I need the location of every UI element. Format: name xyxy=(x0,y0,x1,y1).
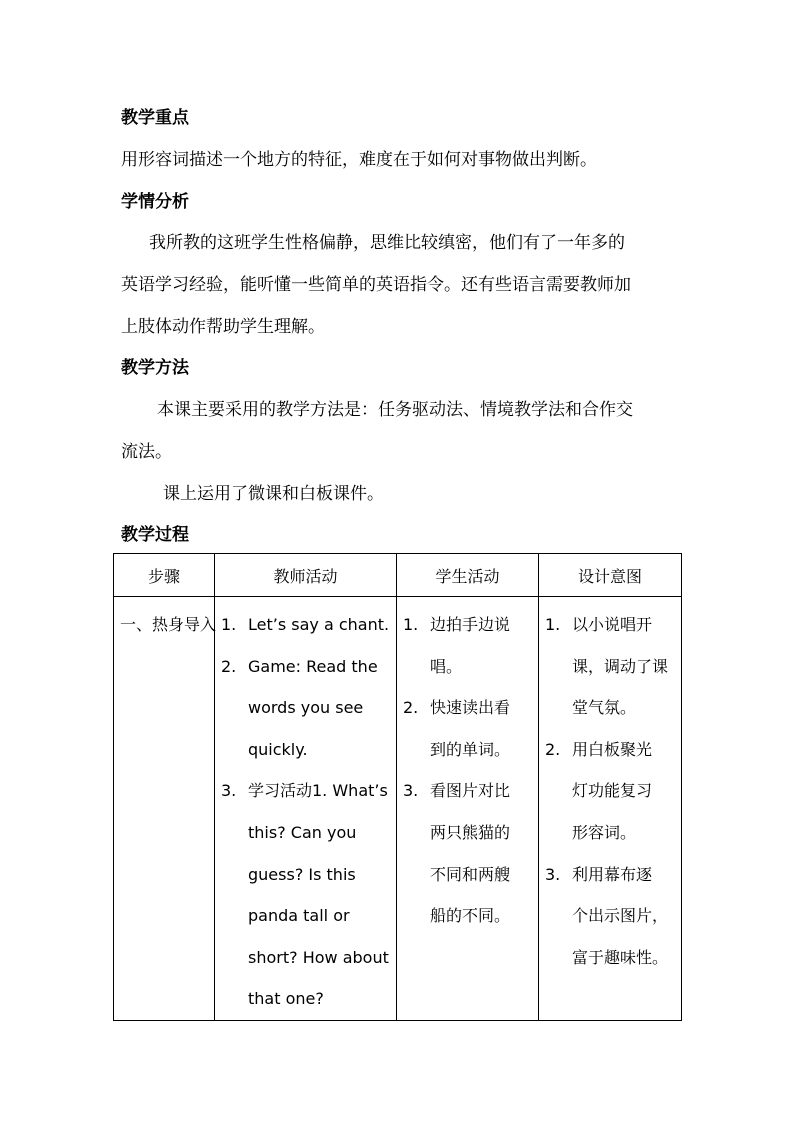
list-number: 2. xyxy=(221,656,237,676)
list-item xyxy=(215,646,396,771)
list-line: 到的单词。 xyxy=(430,739,511,759)
list-number: 1. xyxy=(545,615,561,634)
list-number: 1. xyxy=(403,615,419,634)
header-student-activity: 学生活动 xyxy=(397,554,539,597)
list-line: 不同和两艘 xyxy=(430,864,511,884)
table-header-row xyxy=(114,554,682,597)
list-number: 3. xyxy=(545,864,561,884)
list-item xyxy=(539,729,681,854)
header-step: 步骤 xyxy=(114,554,215,597)
list-number: 2. xyxy=(545,739,561,759)
list-item xyxy=(397,604,538,687)
list-line: 船的不同。 xyxy=(430,906,511,926)
list-line: 堂气氛。 xyxy=(572,698,637,718)
list-line: that one? xyxy=(248,989,324,1009)
header-teacher-activity: 教师活动 xyxy=(215,554,397,597)
list-item xyxy=(397,687,538,770)
methods-line-2: 流法。 xyxy=(121,442,172,462)
methods-line-1: 本课主要采用的教学方法是：任务驱动法、情境教学法和合作交 xyxy=(157,400,633,420)
learner-analysis-line-1: 我所教的这班学生性格偏静，思维比较缜密，他们有了一年多的 xyxy=(149,233,625,253)
list-item xyxy=(215,770,396,1020)
list-number: 3. xyxy=(403,781,419,801)
list-item xyxy=(215,604,396,646)
learner-analysis-line-2: 英语学习经验，能听懂一些简单的英语指令。还有些语言需要教师加 xyxy=(121,275,631,295)
list-line: 唱。 xyxy=(430,656,463,676)
teacher-activity-list xyxy=(215,604,396,1020)
list-line: words you see xyxy=(248,698,364,718)
list-line: short? How about xyxy=(248,947,389,967)
heading-process: 教学过程 xyxy=(121,525,189,545)
list-line: quickly. xyxy=(248,739,308,759)
list-line: this? Can you xyxy=(248,822,357,842)
list-line: 课，调动了课 xyxy=(572,656,669,676)
list-line: 形容词。 xyxy=(572,822,637,842)
list-line: 看图片对比 xyxy=(430,781,511,801)
list-line: guess? Is this xyxy=(248,864,356,884)
list-item xyxy=(397,770,538,936)
cell-teacher-activity xyxy=(215,597,397,1021)
cell-design-intent xyxy=(539,597,682,1021)
list-number: 3. xyxy=(221,781,237,801)
key-points-text: 用形容词描述一个地方的特征，难度在于如何对事物做出判断。 xyxy=(121,150,597,170)
list-number: 2. xyxy=(403,698,419,718)
list-line: 两只熊猫的 xyxy=(430,822,511,842)
list-line: 利用幕布逐 xyxy=(572,864,653,884)
cell-step xyxy=(114,597,215,1021)
list-line: 学习活动1. What’s xyxy=(248,781,388,801)
list-item xyxy=(539,604,681,729)
list-item xyxy=(539,854,681,979)
student-activity-list xyxy=(397,604,538,937)
list-line: 以小说唱开 xyxy=(572,615,653,634)
list-line: Let’s say a chant. xyxy=(248,615,390,634)
list-line: 边拍手边说 xyxy=(430,615,511,634)
heading-key-points: 教学重点 xyxy=(121,108,189,128)
heading-methods: 教学方法 xyxy=(121,358,189,378)
teaching-process-table xyxy=(113,553,682,1021)
heading-learner-analysis: 学情分析 xyxy=(121,192,189,212)
learner-analysis-line-3: 上肢体动作帮助学生理解。 xyxy=(121,317,325,337)
list-line: panda tall or xyxy=(248,906,350,926)
list-line: 个出示图片， xyxy=(572,906,669,926)
list-line: 用白板聚光 xyxy=(572,739,653,759)
list-line: Game: Read the xyxy=(248,656,378,676)
list-number: 1. xyxy=(221,615,237,634)
design-intent-list xyxy=(539,604,681,978)
list-line: 灯功能复习 xyxy=(572,781,653,801)
step-label: 一、热身导入 xyxy=(120,615,217,634)
header-design-intent: 设计意图 xyxy=(539,554,682,597)
list-line: 富于趣味性。 xyxy=(572,947,669,967)
list-line: 快速读出看 xyxy=(430,698,511,718)
table-row xyxy=(114,597,682,1021)
methods-line-3: 课上运用了微课和白板课件。 xyxy=(163,484,384,504)
cell-student-activity xyxy=(397,597,539,1021)
